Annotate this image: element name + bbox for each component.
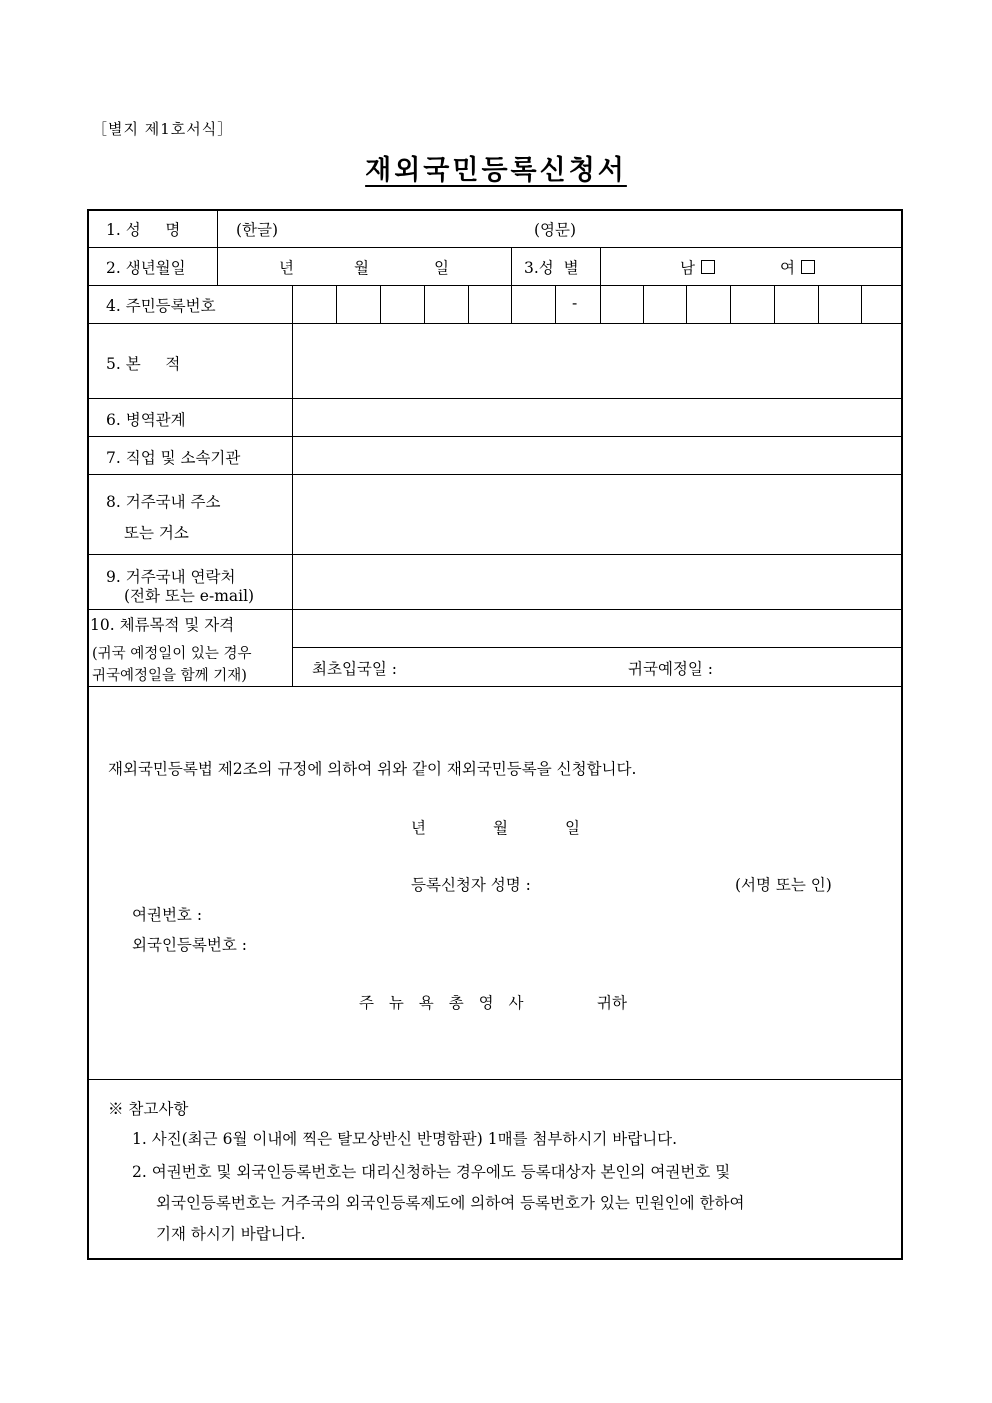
page-title: 재외국민등록신청서 — [365, 155, 627, 186]
row-divider — [88, 474, 903, 475]
cell-divider — [336, 285, 337, 323]
gender-female-label: 여 — [780, 259, 795, 277]
birth-month-label: 월 — [354, 259, 369, 277]
resident-no-label: 4. 주민등록번호 — [106, 297, 216, 315]
gender-female-option[interactable] — [780, 256, 815, 278]
honorific: 귀하 — [597, 994, 627, 1012]
declaration-statement: 재외국민등록법 제2조의 규정에 의하여 위와 같이 재외국민등록을 신청합니다. — [108, 760, 637, 778]
return-date-label: 귀국예정일 : — [628, 660, 714, 678]
note-item-1: 1. 사진(최근 6월 이내에 찍은 탈모상반신 반명함판) 1매를 첨부하시기 바랍니다. — [132, 1130, 678, 1148]
cell-divider — [424, 285, 425, 323]
birth-label: 2. 생년월일 — [106, 259, 186, 277]
row-divider — [292, 647, 903, 648]
gender-female-checkbox[interactable] — [801, 260, 815, 274]
row-divider — [88, 686, 903, 687]
cell-divider — [380, 285, 381, 323]
alien-reg-no-label: 외국인등록번호 : — [132, 936, 247, 954]
date-month-label: 월 — [493, 819, 508, 837]
row-divider — [88, 1079, 903, 1080]
cell-divider — [774, 285, 775, 323]
col-divider — [511, 247, 512, 285]
name-korean-label: (한글) — [236, 221, 279, 239]
notes-heading: ※ 참고사항 — [108, 1100, 189, 1118]
signature-label: (서명 또는 인) — [735, 876, 832, 894]
gender-male-label: 남 — [680, 259, 695, 277]
purpose-note-2: 귀국예정일을 함께 기재) — [92, 668, 247, 684]
birth-year-label: 년 — [279, 259, 294, 277]
name-english-label: (영문) — [534, 221, 577, 239]
note-item-2-end: 기재 하시기 바랍니다. — [156, 1225, 306, 1243]
row-divider — [88, 323, 903, 324]
col-divider — [217, 209, 218, 285]
row-divider — [88, 436, 903, 437]
cell-divider — [511, 285, 512, 323]
purpose-note-1: (귀국 예정일이 있는 경우 — [92, 646, 252, 662]
date-day-label: 일 — [565, 819, 580, 837]
row-divider — [88, 609, 903, 610]
cell-divider — [861, 285, 862, 323]
note-item-2: 2. 여권번호 및 외국인등록번호는 대리신청하는 경우에도 등록대상자 본인의 여권번호 및 — [132, 1163, 731, 1181]
note-item-2-cont: 외국인등록번호는 거주국의 외국인등록제도에 의하여 등록번호가 있는 민원인에 한하여 — [156, 1194, 745, 1212]
addressee: 주 뉴 욕 총 영 사 — [359, 994, 524, 1012]
purpose-label: 10. 체류목적 및 자격 — [90, 616, 235, 634]
cell-divider — [555, 285, 556, 323]
military-label: 6. 병역관계 — [106, 411, 186, 429]
address-label-sub: 또는 거소 — [124, 524, 189, 542]
gender-male-option[interactable] — [680, 256, 715, 278]
first-entry-label: 최초입국일 : — [312, 660, 398, 678]
cell-divider — [686, 285, 687, 323]
gender-label: 3.성 별 — [524, 259, 579, 277]
row-divider — [88, 554, 903, 555]
cell-divider — [468, 285, 469, 323]
passport-no-label: 여권번호 : — [132, 906, 203, 924]
cell-divider — [600, 285, 601, 323]
row-divider — [88, 398, 903, 399]
form-frame — [87, 209, 903, 1260]
cell-divider — [643, 285, 644, 323]
col-divider — [292, 285, 293, 686]
form-id: ［별지 제1호서식］ — [92, 120, 234, 138]
contact-label: 9. 거주국내 연락처 — [106, 568, 236, 586]
gender-male-checkbox[interactable] — [701, 260, 715, 274]
job-label: 7. 직업 및 소속기관 — [106, 449, 241, 467]
date-year-label: 년 — [411, 819, 426, 837]
cell-divider — [818, 285, 819, 323]
domicile-label: 5. 본 적 — [106, 355, 181, 373]
address-label: 8. 거주국내 주소 — [106, 493, 221, 511]
contact-label-sub: (전화 또는 e-mail) — [124, 587, 255, 605]
row-divider — [88, 247, 903, 248]
birth-day-label: 일 — [434, 259, 449, 277]
resident-no-dash: - — [572, 294, 578, 312]
name-label: 1. 성 명 — [106, 221, 181, 239]
col-divider — [600, 247, 601, 285]
row-divider — [88, 285, 903, 286]
applicant-name-label: 등록신청자 성명 : — [411, 876, 531, 894]
cell-divider — [730, 285, 731, 323]
